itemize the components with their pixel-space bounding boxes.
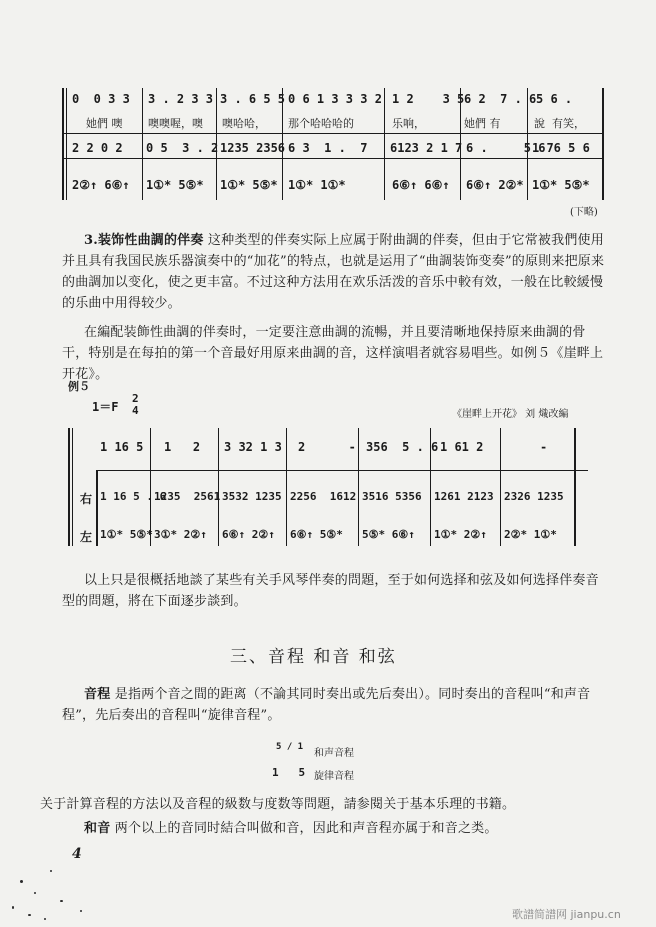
score1-end-note: (下略) — [570, 207, 598, 218]
example-5-source: 《崖畔上开花》 刘 熾改編 — [452, 409, 569, 420]
ex5-rh-m6: 1261 2123 — [434, 490, 494, 503]
interval-term: 音程 — [84, 687, 111, 702]
interval-definition — [62, 684, 610, 726]
ex5-rh-m7: 2326 1235 — [504, 490, 564, 503]
score1-lh-m6: 6⑥↑ 2②* — [466, 178, 524, 192]
section-3-paragraph — [62, 230, 610, 314]
score1-melody-m6: 6 2 7 . 6 — [464, 92, 537, 106]
score1-lyric-6: 她們 有 — [464, 117, 501, 130]
time-signature-top: 2 — [132, 392, 139, 405]
score1-lyric-3: 噢哈哈， — [222, 117, 266, 130]
ex5-rh-m1: 1 16 5 . 6 — [100, 490, 167, 503]
right-hand-label: 右 — [80, 492, 93, 506]
score1-lh-m2: 1①* 5⑤* — [146, 178, 204, 192]
section-3-paragraph-2: 在編配装飾性曲調的伴奏时，一定要注意曲調的流暢，并且要清晰地保持原来曲調的骨干，特别是在每拍的第一个音最好用原来曲調的音，这样演唱者就容易唱些。如例５《崖畔上开花》。 — [62, 325, 604, 382]
score1-lyric-2: 噢噢喔，噢 — [148, 117, 203, 130]
score1-rh-m6: 6 . 5 6 — [466, 141, 546, 155]
ex5-rh-m2: 1235 2561 — [154, 490, 221, 503]
score1-melody-m3: 3 . 6 5 5 — [220, 92, 286, 106]
ex5-lh-m4: 6⑥↑ 5⑤* — [290, 528, 343, 541]
score1-melody-m5: 1 2 3 5 — [392, 92, 465, 106]
score1-lyric-1: 她們 噢 — [86, 117, 123, 130]
ex5-melody-m6: 1 61 2 — [440, 440, 484, 454]
ex5-lh-m2: 3①* 2②↑ — [154, 528, 207, 541]
ex5-melody-m4: 2 - — [298, 440, 356, 454]
chord-definition — [62, 818, 610, 839]
harmonic-example-notes: 5 / 1 — [276, 742, 304, 752]
chapter-title: 三、音程 和音 和弦 — [230, 647, 397, 667]
score1-melody-m7: 5 6 . — [536, 92, 573, 106]
ex5-lh-m7: 2②* 1①* — [504, 528, 557, 541]
summary-paragraph: 以上只是很概括地談了某些有关手风琴伴奏的問題，至于如何选择和弦及如何选择伴奏音型的問題，將在下面逐步談到。 — [62, 573, 599, 609]
score1-rh-m2: 0 5 3 . 2 — [146, 141, 219, 155]
score1-rh-m1: 2 2 0 2 — [72, 141, 123, 155]
ex5-melody-m1: 1 16 5 — [100, 440, 144, 454]
ex5-rh-m4: 2256 1612 — [290, 490, 357, 503]
example-5-label: 例５ — [68, 380, 90, 393]
score1-lh-m1: 2②↑ 6⑥↑ — [72, 178, 130, 192]
score1-rh-m7: 1 76 5 6 — [532, 141, 590, 155]
section-3-label: 3.装饰性曲調的伴奏 — [84, 233, 204, 248]
chord-definition-text: 两个以上的音同时結合叫做和音，因此和声音程亦属于和音之类。 — [114, 821, 498, 836]
time-signature-bottom: 4 — [132, 404, 139, 417]
melodic-example-notes: 1 5 — [272, 766, 306, 779]
ex5-melody-m7: - — [540, 440, 548, 454]
score1-lh-m5: 6⑥↑ 6⑥↑ — [392, 178, 450, 192]
score1-lh-m3: 1①* 5⑤* — [220, 178, 278, 192]
ex5-melody-m2: 1 2 — [164, 440, 201, 454]
score1-rh-m3: 1235 2356 — [220, 141, 286, 155]
score1-lyric-7: 說 有笑， — [534, 117, 585, 130]
left-hand-label: 左 — [80, 530, 93, 544]
reference-paragraph: 关于計算音程的方法以及音程的級数与度数等問題，請参閱关于基本乐理的书籍。 — [40, 797, 516, 812]
score1-lyric-4: 那个哈哈哈的 — [288, 117, 354, 130]
interval-definition-text: 是指两个音之間的距离（不論其同时奏出或先后奏出）。同时奏出的音程叫“和声音程”，先后奏出的音程叫“旋律音程”。 — [62, 687, 591, 723]
page-number: 4 — [72, 846, 82, 862]
score1-rh-m5: 6123 2 1 7 — [390, 141, 463, 155]
ex5-rh-m5: 3516 5356 — [362, 490, 422, 503]
section-3-text: 这种类型的伴奏实际上应属于附曲調的伴奏，但由于它常被我們使用并且具有我国民族乐器演奏中的“加花”的特点，也就是运用了“曲調装饰变奏”的原則来把原来的曲調加以变化，使之更丰富。不过这种方法用在欢乐活泼的音乐中較有效，一般在比較緩慢的乐曲中用得较少。 — [62, 233, 605, 311]
ex5-melody-m5: 356 5 . 6 — [366, 440, 439, 454]
score1-melody-m1: 0 0 3 3 — [72, 92, 130, 106]
ex5-lh-m3: 6⑥↑ 2②↑ — [222, 528, 275, 541]
harmonic-example-label: 和声音程 — [314, 748, 354, 759]
score1-lyric-5: 乐响， — [392, 117, 425, 130]
ex5-melody-m3: 3 32 1 3 — [224, 440, 282, 454]
score1-rh-m4: 6 3 1 . 7 — [288, 141, 368, 155]
score1-melody-m2: 3 . 2 3 3 — [148, 92, 214, 106]
melodic-example-label: 旋律音程 — [314, 771, 354, 782]
ex5-lh-m6: 1①* 2②↑ — [434, 528, 487, 541]
score1-lh-m7: 1①* 5⑤* — [532, 178, 590, 192]
score1-melody-m4: 0 6 1 3 3 3 2 — [288, 92, 382, 106]
chord-term: 和音 — [84, 821, 111, 836]
ex5-lh-m5: 5⑤* 6⑥↑ — [362, 528, 415, 541]
score1-lh-m4: 1①* 1①* — [288, 178, 346, 192]
ex5-rh-m3: 3532 1235 — [222, 490, 282, 503]
example-5-key: 1＝F — [92, 400, 119, 414]
ex5-lh-m1: 1①* 5⑤* — [100, 528, 153, 541]
watermark: 歌譜简譜网 jianpu.cn — [512, 908, 621, 921]
